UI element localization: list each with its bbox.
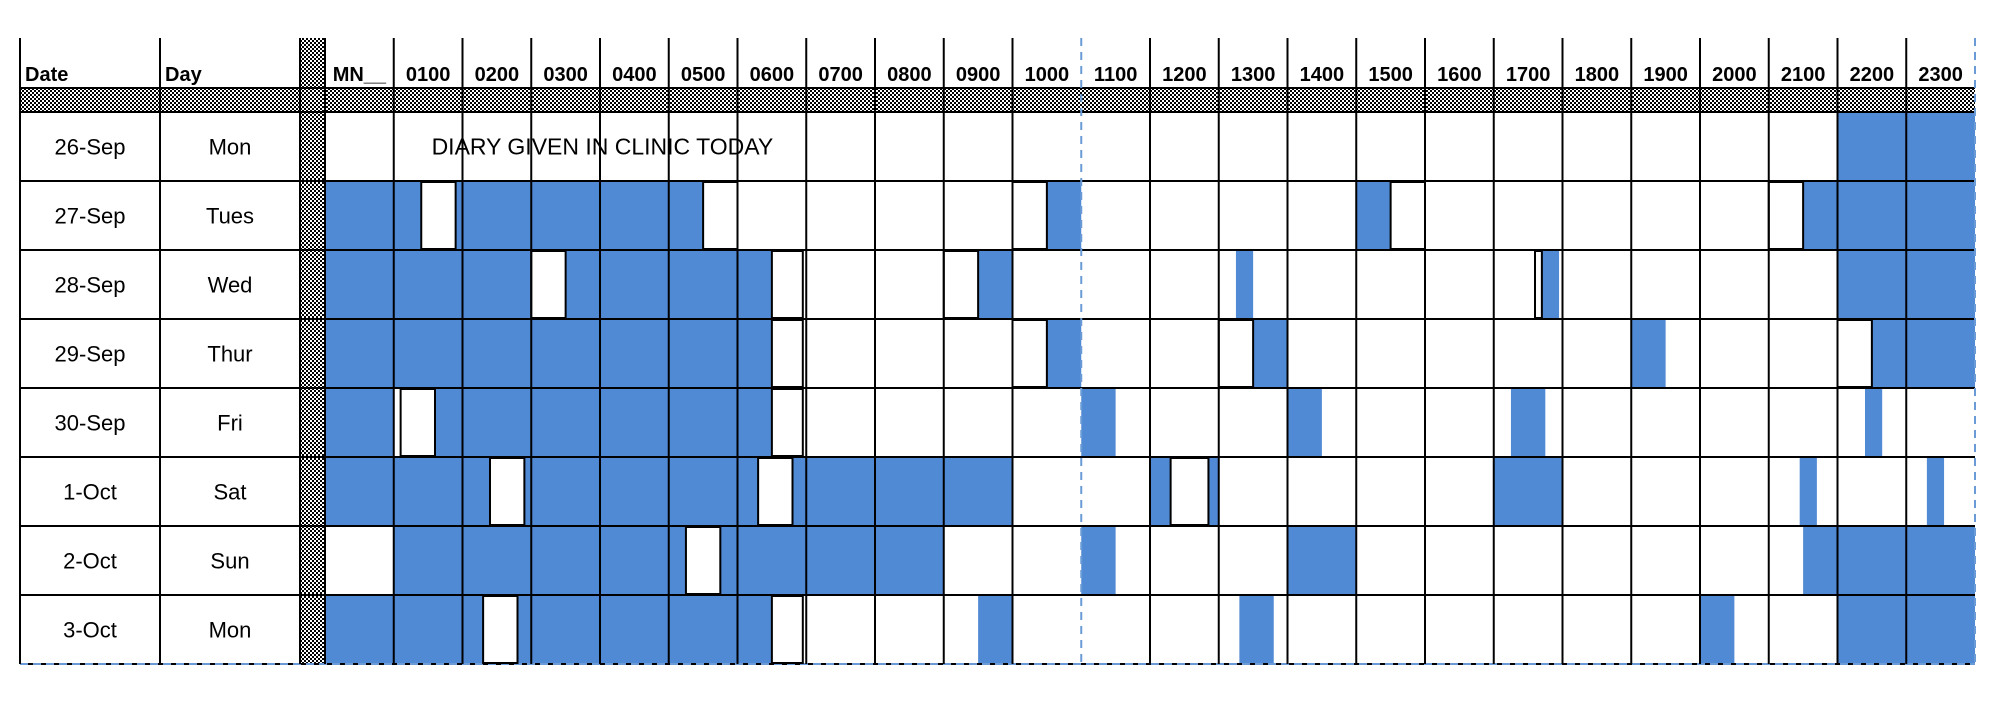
hour-label: 0300 [543, 64, 588, 86]
sleep-block [1081, 526, 1115, 595]
sleep-block [1208, 457, 1218, 526]
sleep-block [793, 457, 1013, 526]
annotation-text: DIARY GIVEN IN CLINIC TODAY [431, 133, 774, 160]
hour-label: 1200 [1162, 64, 1207, 86]
hour-label: 0900 [955, 64, 1001, 86]
sleep-block [1236, 250, 1253, 319]
awake-mark [772, 251, 803, 318]
sleep-block [456, 181, 704, 250]
row-day: Wed [207, 272, 253, 298]
sleep-block [1803, 181, 1975, 250]
sleep-block [435, 388, 772, 457]
hour-label: 0600 [749, 64, 795, 86]
hour-label: 0200 [474, 64, 520, 86]
sleep-block [1800, 457, 1817, 526]
awake-mark [490, 458, 524, 525]
hour-label: 2300 [1918, 64, 1963, 86]
awake-mark [944, 251, 978, 318]
hour-label: 0500 [680, 64, 726, 86]
row-date: 3-Oct [63, 617, 117, 643]
awake-mark [1219, 320, 1253, 387]
sleep-block [325, 181, 421, 250]
sleep-block [1803, 526, 1975, 595]
awake-mark [772, 389, 803, 456]
awake-mark [1013, 320, 1047, 387]
hour-label: 2100 [1780, 64, 1826, 86]
sleep-blocks [20, 38, 1975, 664]
sleep-block [1872, 319, 1975, 388]
sleep-block [1542, 250, 1559, 319]
sleep-block [1081, 388, 1115, 457]
row-date: 30-Sep [54, 410, 126, 436]
awake-mark [1013, 182, 1047, 249]
awake-mark [421, 182, 455, 249]
hour-label: 1600 [1437, 64, 1482, 86]
row-day: Mon [208, 617, 252, 643]
sleep-block [720, 526, 943, 595]
sleep-block [325, 319, 772, 388]
awake-mark [772, 596, 803, 663]
sleep-block [1047, 319, 1081, 388]
sleep-block [978, 250, 1012, 319]
hour-label: 1700 [1505, 64, 1551, 86]
sleep-block [325, 388, 394, 457]
header-day: Day [165, 64, 202, 86]
awake-mark [703, 182, 737, 249]
hour-label: 2000 [1712, 64, 1757, 86]
sleep-block [1288, 526, 1357, 595]
hour-label: 1500 [1368, 64, 1413, 86]
awake-mark [772, 320, 803, 387]
awake-mark [483, 596, 517, 663]
hour-label: 0700 [818, 64, 863, 86]
header-date: Date [25, 64, 69, 86]
sleep-block [394, 526, 686, 595]
hour-label: 1400 [1299, 64, 1345, 86]
hour-label: 2200 [1849, 64, 1895, 86]
row-day: Sat [213, 479, 247, 505]
sleep-block [1239, 595, 1273, 664]
sleep-block [1927, 457, 1944, 526]
sleep-block [325, 457, 490, 526]
sleep-block [1865, 388, 1882, 457]
hour-label: 0400 [612, 64, 657, 86]
awake-mark [758, 458, 792, 525]
awake-mark [686, 527, 720, 594]
awake-mark [1535, 251, 1542, 318]
awake-mark [401, 389, 435, 456]
sleep-block [1494, 457, 1563, 526]
row-date: 27-Sep [54, 203, 126, 229]
hour-label: 0100 [405, 64, 451, 86]
row-day: Tues [205, 203, 255, 229]
sleep-block [1047, 181, 1081, 250]
row-date: 2-Oct [63, 548, 117, 574]
sleep-block [1511, 388, 1545, 457]
sleep-block [524, 457, 758, 526]
hour-label: 1100 [1093, 64, 1138, 86]
sleep-block [1356, 181, 1390, 250]
awake-mark [1391, 182, 1425, 249]
awake-mark [1769, 182, 1803, 249]
hour-label: 1000 [1024, 64, 1070, 86]
hour-label: 1300 [1230, 64, 1276, 86]
row-date: 28-Sep [54, 272, 126, 298]
hour-label: MN__ [332, 64, 387, 86]
row-date: 26-Sep [54, 134, 126, 160]
sleep-block [325, 595, 483, 664]
sleep-block [518, 595, 772, 664]
sleep-block [1288, 388, 1322, 457]
sleep-block [1253, 319, 1287, 388]
row-day: Thur [207, 341, 253, 367]
sleep-block [978, 595, 1012, 664]
hour-label: 0800 [887, 64, 932, 86]
awake-mark [531, 251, 565, 318]
separator-hatch-column [300, 38, 325, 664]
row-date: 29-Sep [54, 341, 126, 367]
row-day: Mon [208, 134, 252, 160]
sleep-block [1150, 457, 1171, 526]
sleep-block [1700, 595, 1734, 664]
awake-mark [1838, 320, 1872, 387]
row-day: Sun [210, 548, 250, 574]
hour-label: 1800 [1574, 64, 1620, 86]
hour-label: 1900 [1643, 64, 1688, 86]
sleep-block [325, 250, 531, 319]
sleep-block [1631, 319, 1665, 388]
row-day: Fri [217, 410, 243, 436]
awake-mark [1171, 458, 1209, 525]
row-date: 1-Oct [63, 479, 117, 505]
